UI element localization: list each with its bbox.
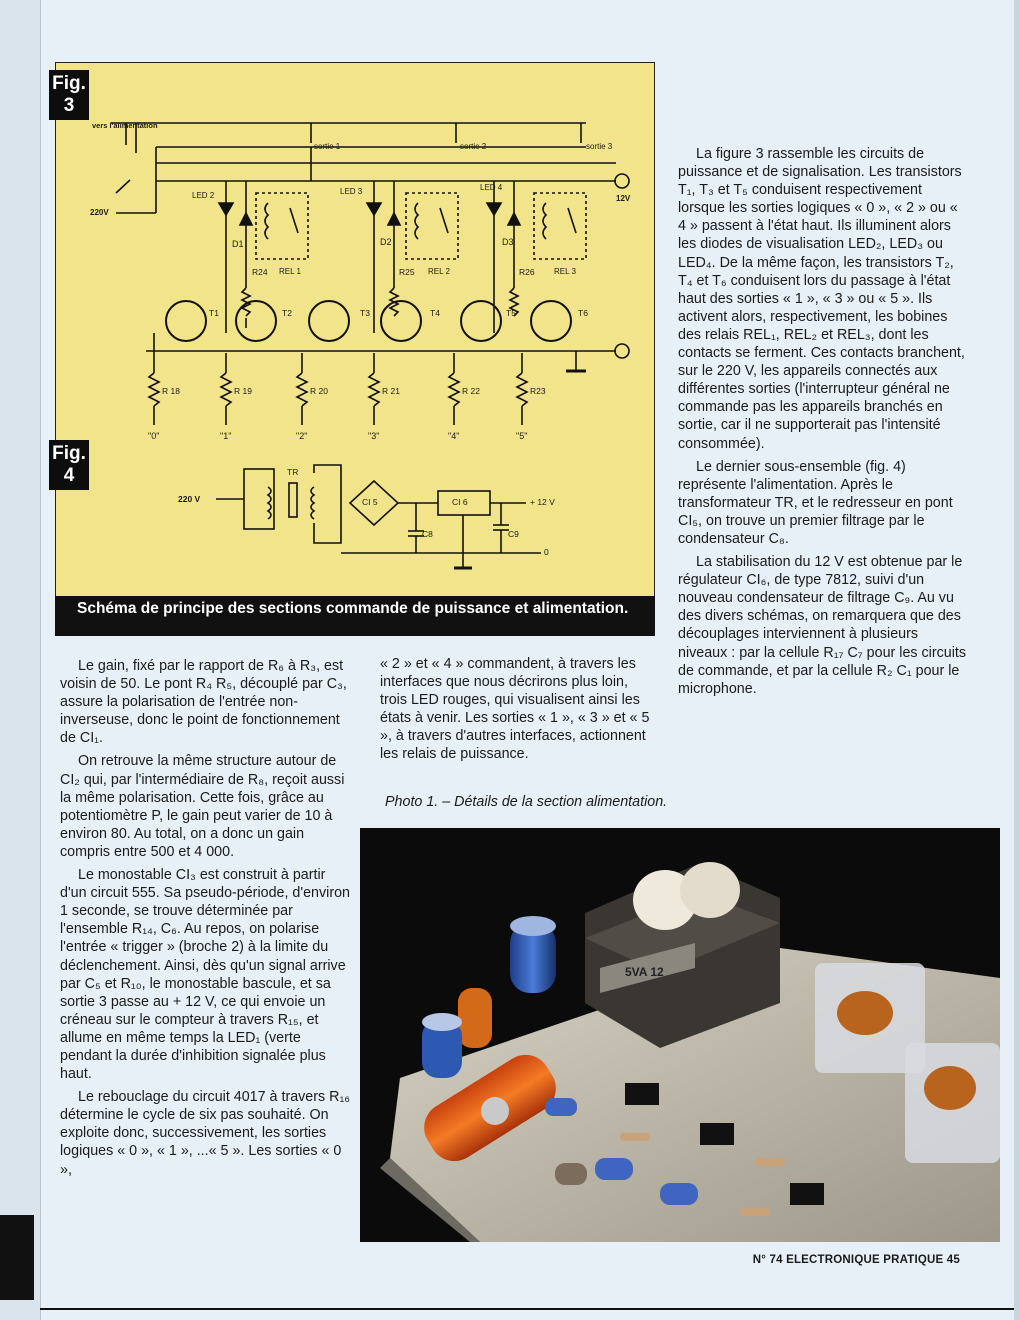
label-supply: vers l'alimentation — [92, 121, 158, 130]
photo-caption: Photo 1. – Détails de la section alimentation. — [385, 794, 668, 810]
label-t6: T6 — [578, 308, 588, 318]
label-r23: R23 — [530, 386, 546, 396]
label-led3: LED 3 — [340, 187, 363, 196]
paragraph: Le dernier sous-ensemble (fig. 4) représente l'alimentation. Après le transformateur TR, et le redresseur en pont CI₅, on trouve un premier filtrage par le condensateur C₈. — [678, 458, 953, 547]
label-c8: C8 — [422, 529, 433, 539]
label-ci6: CI 6 — [452, 497, 468, 507]
paragraph: « 2 » et « 4 » commandent, à travers les interfaces que nous décrirons plus loin, trois LED rouges, qui visualisent ainsi les états à venir. Les sorties « 1 », « 3 » et « 5 », à travers d'autres interfaces, actionnent les relais de puissance. — [380, 656, 650, 763]
label-out2: sortie 2 — [460, 142, 487, 151]
label-led4: LED 4 — [480, 183, 503, 192]
label-t2: T2 — [282, 308, 292, 318]
label-r24: R24 — [252, 267, 268, 277]
fig4-tag-word: Fig. — [52, 443, 86, 464]
fig4-tag — [49, 440, 89, 490]
label-r21: R 21 — [382, 386, 400, 396]
label-out3: sortie 3 — [586, 142, 613, 151]
paragraph: Le monostable CI₃ est construit à partir d'un circuit 555. Sa pseudo-période, d'environ 1 seconde, se trouve déterminée par l'ensemble R₁₄, C₆. Au repos, on polarise l'entrée « trigger » (broche 2) à la limite du déclenchement. Ainsi, dès qu'un signal arrive par C₅ et R₁₀, le monostable bascule, et sa sortie 3 passe au + 12 V, ce qui envoie un créneau sur le compteur à travers R₁₅, et allume en même temps la LED₁ (verte pendant la durée d'inhibition signalée plus haut. — [60, 867, 350, 1083]
label-mains: 220V — [90, 208, 109, 217]
text-column-3 — [678, 145, 968, 703]
label-t5: T5 — [506, 308, 516, 318]
label-r18: R 18 — [162, 386, 180, 396]
fig3-tag-number: 3 — [63, 95, 75, 116]
label-t3: T3 — [360, 308, 370, 318]
label-r19: R 19 — [234, 386, 252, 396]
schematic-svg — [56, 63, 654, 600]
label-in4: "4" — [448, 431, 460, 441]
power-supply-photo — [360, 828, 1000, 1242]
label-d3: D3 — [502, 237, 514, 247]
label-r20: R 20 — [310, 386, 328, 396]
label-d1: D1 — [232, 239, 244, 249]
label-t1: T1 — [209, 308, 219, 318]
label-r26: R26 — [519, 267, 535, 277]
label-r22: R 22 — [462, 386, 480, 396]
label-rel3: REL 3 — [554, 267, 576, 276]
page-footer: N° 74 ELECTRONIQUE PRATIQUE 45 — [752, 1254, 960, 1266]
label-rel2: REL 2 — [428, 267, 450, 276]
label-in0: "0" — [148, 431, 160, 441]
label-12v: 12V — [616, 194, 631, 203]
label-r25: R25 — [399, 267, 415, 277]
label-in5: "5" — [516, 431, 528, 441]
label-c9: C9 — [508, 529, 519, 539]
label-t4: T4 — [430, 308, 440, 318]
left-page-edge — [0, 0, 41, 1320]
label-220v: 220 V — [178, 494, 201, 504]
label-plus12v: + 12 V — [530, 497, 555, 507]
label-led2: LED 2 — [192, 191, 215, 200]
schematic-figure — [55, 62, 655, 601]
fig3-tag — [49, 70, 89, 120]
paragraph: Le rebouclage du circuit 4017 à travers R₁₆ détermine le cycle de six pas souhaité. On exploite donc, successivement, les sorties logiques « 0 », « 1 », ...« 5 ». Les sorties « 0 », — [60, 1089, 351, 1178]
text-column-1 — [60, 657, 352, 1184]
figure-caption: Schéma de principe des sections commande de puissance et alimentation. — [55, 596, 655, 636]
bottom-rule — [40, 1308, 1014, 1310]
transformer-label: 5VA 12 — [625, 965, 664, 979]
label-out1: sortie 1 — [314, 142, 341, 151]
label-tr: TR — [287, 467, 299, 477]
paragraph: Le gain, fixé par le rapport de R₆ à R₃, est voisin de 50. Le pont R₄ R₅, découplé par C₃, assure la polarisation de l'entrée non-inverseuse, donc le point de fonctionnement de CI₁. — [60, 658, 347, 747]
label-in1: "1" — [220, 431, 232, 441]
photo-illustration — [360, 828, 1000, 1242]
label-rel1: REL 1 — [279, 267, 301, 276]
label-zero: 0 — [544, 547, 549, 557]
text-column-2 — [380, 655, 655, 769]
fig4-tag-number: 4 — [63, 465, 75, 486]
label-in2: "2" — [296, 431, 308, 441]
paragraph: La figure 3 rassemble les circuits de puissance et de signalisation. Les transistors T₁, T₃ et T₅ conduisent respectivement lorsque les sorties logiques « 0 », « 2 » ou « 4 » passent à l'état haut. Ils illuminent alors les diodes de visualisation LED₂, LED₃ ou LED₄. De la même façon, les transistors T₂, T₄ et T₆ conduisent lors du passage à l'état haut des sorties « 1 », « 3 » ou « 5 ». Ils activent alors, respectivement, les bobines des relais REL₁, REL₂ et REL₃, dont les contacts se ferment. Ces contacts branchent, sur le 220 V, les appareils connectés aux différentes sorties (l'interrupteur général ne commande pas les appareils branchés en sortie, car il ne supporterait pas l'intensité consommée). — [678, 146, 965, 452]
label-d2: D2 — [380, 237, 392, 247]
label-ci5: CI 5 — [362, 497, 378, 507]
fig3-tag-word: Fig. — [52, 73, 86, 94]
paragraph: La stabilisation du 12 V est obtenue par le régulateur CI₆, de type 7812, suivi d'un nouveau condensateur de filtrage C₉. Au vu des divers schémas, on remarquera que des découplages interviennent à plusieurs niveaux : par la cellule R₁₇ C₇ pour les circuits de commande, et par la cellule R₂ C₁ pour le microphone. — [678, 554, 966, 697]
right-page-edge — [1014, 0, 1020, 1320]
label-in3: "3" — [368, 431, 380, 441]
paragraph: On retrouve la même structure autour de CI₂ qui, par l'intermédiaire de R₈, reçoit aussi la même polarisation. Cette fois, grâce au potentiomètre P, le gain peut varier de 10 à environ 80. Au total, on a donc un gain compris entre 500 et 4 000. — [60, 753, 345, 860]
